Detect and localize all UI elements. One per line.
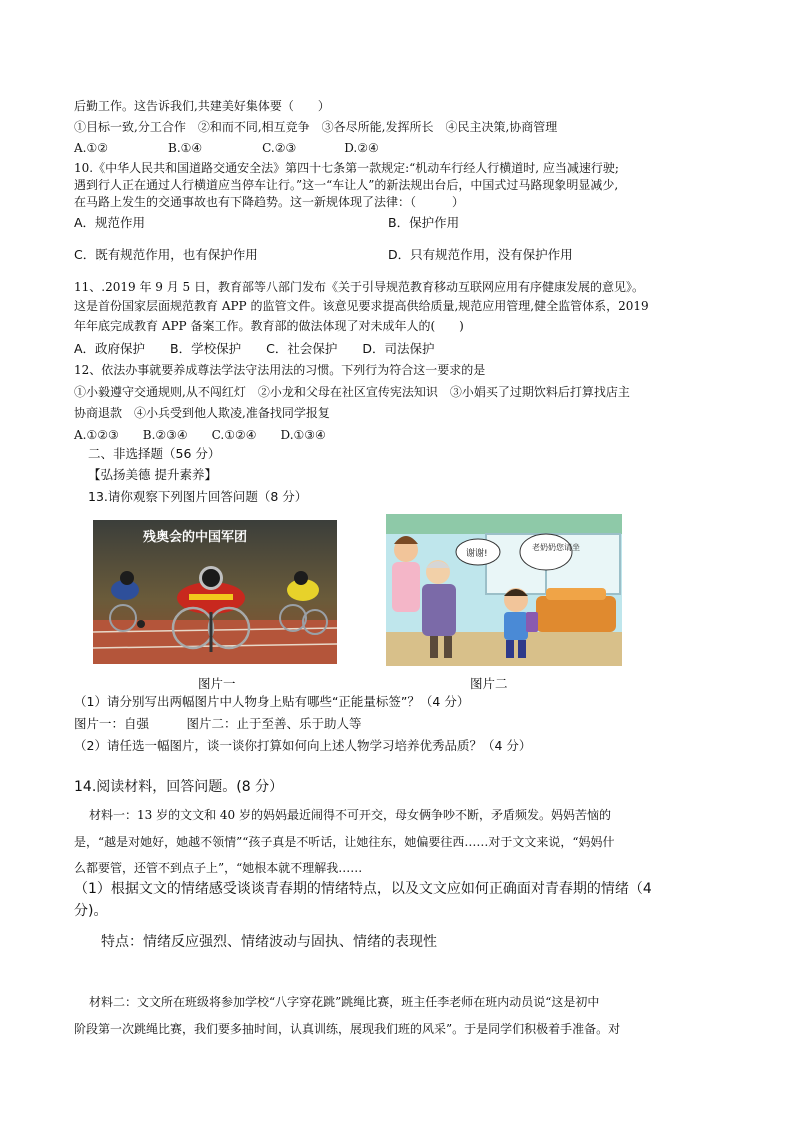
q9-choices: A.①② B.①④ C.②③ D.②④ <box>74 141 379 155</box>
q12-line-2: ①小毅遵守交通规则,从不闯红灯 ②小龙和父母在社区宣传宪法知识 ③小娟买了过期饮料后打算找店主 <box>74 385 630 399</box>
q10-option-a: A．规范作用 <box>74 215 146 230</box>
q10-line-1: 10.《中华人民共和国道路交通安全法》第四十七条第一款规定:“机动车行经人行横道时, 应当减速行驶; <box>74 161 619 175</box>
paralympic-photo <box>93 520 337 664</box>
q11-line-1: 11、.2019 年 9 月 5 日，教育部等八部门发布《关于引导规范教育移动互联网应用有序健康发展的意见》。 <box>74 280 644 294</box>
q10-line-3: 在马路上发生的交通事故也有下降趋势。这一新规体现了法律：（ ） <box>74 195 465 209</box>
q11-line-2: 这是首份国家层面规范教育 APP 的监管文件。该意见要求提高供给质量,规范应用管理,健全监管体系，2019 <box>74 299 649 313</box>
q13-prompt: 13.请你观察下列图片回答问题（8 分） <box>88 489 308 504</box>
image-2-caption: 图片二 <box>470 676 508 691</box>
section-2-subheading: 【弘扬美德 提升素养】 <box>88 467 217 482</box>
q11-line-3: 年年底完成教育 APP 备案工作。教育部的做法体现了对未成年人的( ) <box>74 319 464 333</box>
paralympic-photo-title: 残奥会的中国军团 <box>143 530 248 545</box>
q14-sub-1-line-2: 分)。 <box>74 903 108 919</box>
thanks-bubble-text: 谢谢! <box>466 549 488 559</box>
q12-line-3: 协商退款 ④小兵受到他人欺凌,准备找同学报复 <box>74 406 330 420</box>
q13-sub-1: （1）请分别写出两幅图片中人物身上贴有哪些“正能量标签”？（4 分） <box>74 694 470 709</box>
bus-seat-cartoon <box>386 514 622 666</box>
q12-line-1: 12、依法办事就要养成尊法学法守法用法的习惯。下列行为符合这一要求的是 <box>74 363 486 377</box>
offer-seat-bubble-text: 老奶奶您请坐 <box>532 543 580 552</box>
q10-option-b: B．保护作用 <box>388 215 460 230</box>
material-1-line-3: 么都要管，还管不到点子上”，“她根本就不理解我…… <box>74 861 363 875</box>
q10-line-2: 遇到行人正在通过人行横道应当停车让行。”这一“车让人”的新法规出台后，中国式过马路现象明显减少, <box>74 178 619 192</box>
q9-options: ①目标一致,分工合作 ②和而不同,相互竞争 ③各尽所能,发挥所长 ④民主决策,协商管理 <box>74 120 558 134</box>
q12-choices: A.①②③ B.②③④ C.①②④ D.①③④ <box>74 428 326 442</box>
q14-prompt: 14.阅读材料，回答问题。(8 分） <box>74 779 284 795</box>
q10-option-c: C．既有规范作用，也有保护作用 <box>74 247 258 262</box>
q13-sub-1-answer: 图片一：自强 图片二：止于至善、乐于助人等 <box>74 716 362 731</box>
q13-sub-2: （2）请任选一幅图片，谈一谈你打算如何向上述人物学习培养优秀品质？（4 分） <box>74 738 532 753</box>
svg-text:老奶奶您请坐 <box>532 542 580 552</box>
q14-sub-1-line-1: （1）根据文文的情绪感受谈谈青春期的情绪特点，以及文文应如何正确面对青春期的情绪（4 <box>74 881 652 897</box>
q14-sub-1-answer: 特点：情绪反应强烈、情绪波动与固执、情绪的表现性 <box>101 934 437 950</box>
material-1-line-2: 是，“越是对她好，她越不领情”“孩子真是不听话，让她往东，她偏要往西……对于文文来说，“妈妈什 <box>74 835 615 849</box>
image-1-caption: 图片一 <box>198 676 236 691</box>
q10-option-d: D．只有规范作用，没有保护作用 <box>388 247 573 262</box>
material-2-line-1: 材料二：文文所在班级将参加学校“八字穿花跳”跳绳比赛，班主任李老师在班内动员说“这是初中 <box>89 995 600 1009</box>
q11-choices: A．政府保护 B．学校保护 C．社会保护 D．司法保护 <box>74 341 435 356</box>
material-2-line-2: 阶段第一次跳绳比赛，我们要多抽时间，认真训练，展现我们班的风采”。于是同学们积极着手准备。对 <box>74 1022 621 1036</box>
section-2-heading: 二、非选择题（56 分） <box>88 446 221 461</box>
material-1-line-1: 材料一：13 岁的文文和 40 岁的妈妈最近闹得不可开交，母女俩争吵不断，矛盾频发。妈妈苦恼的 <box>89 808 611 822</box>
q9-tail: 后勤工作。这告诉我们,共建美好集体要（ ） <box>74 99 330 113</box>
